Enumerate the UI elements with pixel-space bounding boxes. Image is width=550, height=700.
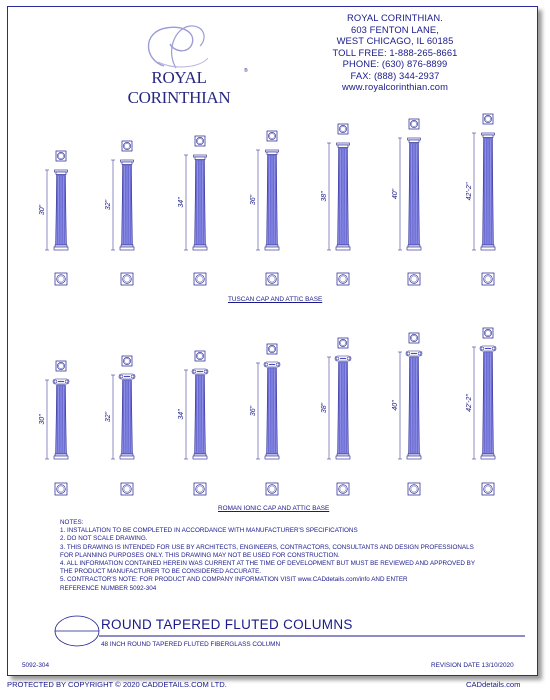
height-dimension-label: 40" <box>392 188 399 200</box>
base-plan-icon-inner-circle <box>124 276 130 282</box>
company-phone: PHONE: (630) 876-8899 <box>342 58 448 69</box>
reference-number: 5092-304 <box>22 662 50 669</box>
height-dimension-label: 34" <box>178 409 185 420</box>
column-tuscan-6 <box>392 119 421 285</box>
column-tuscan-5 <box>321 124 350 285</box>
note-line: FOR PLANNING PURPOSES ONLY. THIS DRAWING MAY NOT BE USED FOR CONSTRUCTION. <box>60 551 340 559</box>
height-dimension-label: 34" <box>178 197 185 208</box>
base-plinth <box>407 456 421 459</box>
base-plan-icon-inner-circle <box>269 486 275 492</box>
height-dimension-label: 32" <box>105 199 112 211</box>
capital-echinus <box>56 172 66 175</box>
base-torus <box>55 245 67 247</box>
column-ionic-4 <box>250 344 280 495</box>
base-plinth <box>54 247 68 250</box>
base-plinth <box>193 247 207 250</box>
base-plan-icon-inner-circle <box>485 486 491 492</box>
cap-plan-icon-inner-circle <box>485 330 490 335</box>
base-plinth <box>481 456 495 459</box>
cap-plan-icon-inner-circle <box>197 138 202 143</box>
capital-abacus <box>337 143 350 145</box>
height-dimension-label: 30" <box>39 414 46 425</box>
company-toll-free: TOLL FREE: 1-888-265-8661 <box>332 46 458 58</box>
note-line: 3. THIS DRAWING IS INTENDED FOR USE BY ARCHITECTS, ENGINEERS, CONTRACTORS, CONSULTANTS AND DESIGN PROFESSIONALS <box>60 543 474 551</box>
column-tuscan-2 <box>105 141 134 285</box>
note-line: THE PRODUCT MANUFACTURER TO BE CONSIDERED ACCURATE. <box>60 568 262 576</box>
capital-abacus <box>266 150 279 152</box>
cap-plan-icon-inner-circle <box>485 116 490 121</box>
base-plan-icon-inner-circle <box>411 486 417 492</box>
revision-date: REVISION DATE 13/10/2020 <box>431 662 514 669</box>
company-name: ROYAL CORINTHIAN. <box>347 12 443 23</box>
base-plan-icon-inner-circle <box>340 276 346 282</box>
height-dimension-label: 38" <box>321 191 328 202</box>
height-dimension-label: 42'-2" <box>466 394 473 412</box>
base-torus <box>266 245 278 247</box>
cap-plan-icon-inner-circle <box>124 143 129 148</box>
cap-plan-icon-inner-circle <box>124 358 129 363</box>
cap-plan-icon-inner-circle <box>269 133 274 138</box>
capital-echinus <box>122 162 132 165</box>
capital-abacus <box>408 138 421 140</box>
capital-echinus <box>195 157 205 160</box>
company-website[interactable]: www.royalcorinthian.com <box>342 81 448 92</box>
capital-echinus <box>338 145 348 148</box>
cap-plan-icon-inner-circle <box>269 346 274 351</box>
height-dimension-label: 36" <box>250 405 257 417</box>
capital-abacus <box>121 160 134 162</box>
notes-block <box>60 519 490 593</box>
note-line: 1. INSTALLATION TO BE COMPLETED IN ACCORDANCE WITH MANUFACTURER'S SPECIFICATIONS <box>60 527 358 535</box>
capital-abacus <box>194 155 207 157</box>
column-tuscan-1 <box>39 151 68 285</box>
logo-wordmark: ROYAL CORINTHIAN <box>127 68 231 107</box>
base-plinth <box>265 247 279 250</box>
cap-plan-icon-inner-circle <box>58 153 63 158</box>
company-address: 603 FENTON LANE, <box>351 23 439 35</box>
base-plinth <box>120 247 134 250</box>
caddetails-link[interactable]: CADdetails.com <box>466 680 521 689</box>
base-plan-icon-inner-circle <box>269 276 275 282</box>
base-plinth <box>54 456 68 459</box>
base-torus <box>194 245 206 247</box>
note-line: 4. ALL INFORMATION CONTAINED HEREIN WAS CURRENT AT THE TIME OF DEVELOPMENT BUT MUST BE REVIEWED AND APPROVED BY <box>60 560 476 568</box>
capital-echinus <box>409 140 419 143</box>
height-dimension-label: 38" <box>321 402 328 414</box>
column-tuscan-7 <box>466 114 495 285</box>
base-plan-icon-inner-circle <box>124 486 130 492</box>
copyright-notice: PROTECTED BY COPYRIGHT © 2020 CADDETAILS.COM LTD. <box>7 680 227 689</box>
company-city: WEST CHICAGO, IL 60185 <box>336 35 454 46</box>
row-caption-tuscan: TUSCAN CAP AND ATTIC BASE <box>228 296 323 303</box>
base-plinth <box>336 456 350 459</box>
row-caption-ionic: ROMAN IONIC CAP AND ATTIC BASE <box>218 505 330 512</box>
column-ionic-7 <box>466 328 496 495</box>
column-tuscan-3 <box>178 136 207 285</box>
note-line: 5. CONTRACTOR'S NOTE: FOR PRODUCT AND COMPANY INFORMATION VISIT www.CADdetails.com/info AND ENTER <box>60 576 408 584</box>
base-torus <box>482 245 494 247</box>
cap-plan-icon-inner-circle <box>340 126 345 131</box>
cap-plan-icon-inner-circle <box>58 363 63 368</box>
base-plan-icon-inner-circle <box>485 276 491 282</box>
drawing-title: ROUND TAPERED FLUTED COLUMNS <box>101 617 353 632</box>
base-plan-icon-inner-circle <box>58 276 64 282</box>
capital-echinus <box>267 152 277 155</box>
drawing-subtitle: 48 INCH ROUND TAPERED FLUTED FIBERGLASS COLUMN <box>101 641 281 648</box>
column-ionic-2 <box>105 356 135 495</box>
base-plinth <box>481 247 495 250</box>
notes-header: NOTES: <box>60 519 84 526</box>
column-ionic-1 <box>39 361 69 495</box>
column-ionic-5 <box>321 338 351 495</box>
note-line: REFERENCE NUMBER 5092-304 <box>60 584 157 592</box>
capital-abacus <box>55 170 68 172</box>
base-plinth <box>265 456 279 459</box>
column-ionic-3 <box>178 351 208 495</box>
base-torus <box>408 245 420 247</box>
base-plinth <box>193 456 207 459</box>
base-plan-icon-inner-circle <box>340 486 346 492</box>
base-plinth <box>336 247 350 250</box>
note-line: 2. DO NOT SCALE DRAWING. <box>60 535 148 543</box>
column-ionic-6 <box>392 333 422 495</box>
height-dimension-label: 42'-2" <box>466 182 473 201</box>
base-plinth <box>120 456 134 459</box>
registered-mark: ® <box>244 68 248 74</box>
height-dimension-label: 40" <box>392 400 399 411</box>
base-torus <box>121 245 133 247</box>
column-tuscan-4 <box>250 131 279 285</box>
height-dimension-label: 36" <box>250 194 257 206</box>
base-plan-icon-inner-circle <box>58 486 64 492</box>
height-dimension-label: 32" <box>105 411 112 423</box>
base-plan-icon-inner-circle <box>411 276 417 282</box>
capital-abacus <box>482 133 495 135</box>
company-fax: FAX: (888) 344-2937 <box>350 69 440 81</box>
cap-plan-icon-inner-circle <box>197 353 202 358</box>
base-plan-icon-inner-circle <box>197 276 203 282</box>
cap-plan-icon-inner-circle <box>411 121 416 126</box>
cap-plan-icon-inner-circle <box>411 335 416 340</box>
base-plinth <box>407 247 421 250</box>
base-torus <box>337 245 349 247</box>
cap-plan-icon-inner-circle <box>340 340 345 345</box>
base-plan-icon-inner-circle <box>197 486 203 492</box>
height-dimension-label: 30" <box>39 204 46 216</box>
capital-echinus <box>483 135 493 138</box>
